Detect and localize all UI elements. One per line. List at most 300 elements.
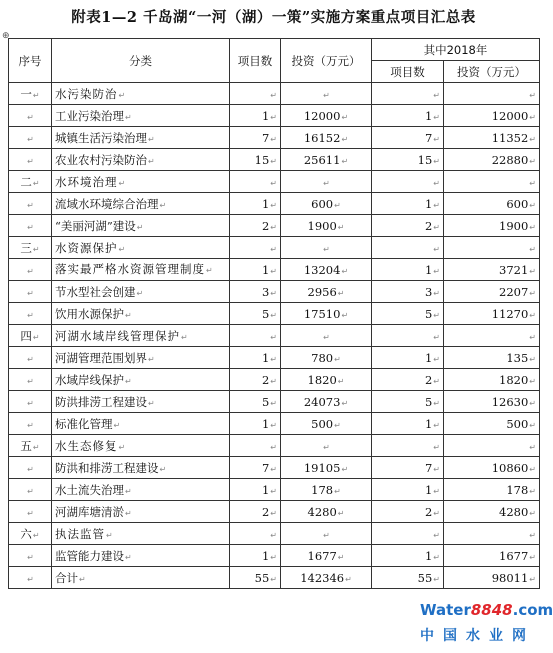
cell-end-mark: ↵ <box>270 112 277 122</box>
cell-count <box>230 193 281 215</box>
cell-end-mark: ↵ <box>270 464 277 474</box>
table-row <box>9 281 540 303</box>
cell-invest-2018-text: 10860 <box>491 460 529 475</box>
cell-end-mark: ↵ <box>345 574 352 584</box>
cell-end-mark: ↵ <box>27 552 34 562</box>
cell-count <box>230 281 281 303</box>
cell-invest-2018 <box>444 237 540 259</box>
cell-end-mark: ↵ <box>27 508 34 518</box>
cell-end-mark: ↵ <box>433 398 440 408</box>
cell-count <box>230 413 281 435</box>
cell-end-mark: ↵ <box>27 112 34 122</box>
table-row <box>9 369 540 391</box>
cell-category <box>52 237 230 259</box>
cell-end-mark: ↵ <box>270 508 277 518</box>
cell-end-mark: ↵ <box>337 508 345 518</box>
cell-count <box>230 545 281 567</box>
cell-category-text: 防洪和排涝工程建设 <box>55 460 159 475</box>
cell-end-mark: ↵ <box>433 530 440 540</box>
cell-count-2018 <box>372 457 444 479</box>
cell-end-mark: ↵ <box>337 222 345 232</box>
cell-category <box>52 325 230 347</box>
cell-seq <box>9 567 52 589</box>
cell-end-mark: ↵ <box>32 332 40 342</box>
cell-count <box>230 523 281 545</box>
cell-invest-2018-text: 22880 <box>491 152 529 167</box>
cell-count <box>230 391 281 413</box>
cell-invest-2018-text: 1900 <box>499 218 529 233</box>
cell-invest <box>281 127 372 149</box>
cell-count-2018 <box>372 369 444 391</box>
cell-invest <box>281 303 372 325</box>
cell-count-2018-text: 1 <box>424 350 433 365</box>
cell-invest-text: 17510 <box>303 306 341 321</box>
cell-end-mark: ↵ <box>323 178 330 188</box>
cell-count <box>230 127 281 149</box>
cell-count-2018-text: 1 <box>424 416 433 431</box>
cell-end-mark: ↵ <box>270 200 277 210</box>
cell-seq <box>9 347 52 369</box>
cell-invest-2018-text: 1820 <box>499 372 529 387</box>
table-body <box>9 83 540 589</box>
cell-end-mark: ↵ <box>118 442 127 452</box>
cell-end-mark: ↵ <box>529 398 536 408</box>
cell-seq <box>9 193 52 215</box>
cell-category <box>52 391 230 413</box>
cell-invest <box>281 369 372 391</box>
cell-count-text: 7 <box>261 130 270 145</box>
cell-end-mark: ↵ <box>334 420 341 430</box>
header-invest-2018: 投资（万元） <box>444 61 540 83</box>
cell-count <box>230 149 281 171</box>
cell-end-mark: ↵ <box>433 508 440 518</box>
cell-end-mark: ↵ <box>323 530 330 540</box>
cell-end-mark: ↵ <box>337 376 345 386</box>
cell-invest <box>281 193 372 215</box>
cell-invest-text: 142346 <box>300 570 345 585</box>
cell-count <box>230 105 281 127</box>
cell-invest-2018 <box>444 435 540 457</box>
cell-end-mark: ↵ <box>270 288 277 298</box>
cell-count-2018-text: 3 <box>424 284 433 299</box>
cell-count <box>230 457 281 479</box>
cell-category-text: 水域岸线保护 <box>55 372 124 387</box>
cell-seq-text: 二 <box>20 174 32 189</box>
watermark-logo-text <box>420 601 553 619</box>
cell-count-text: 1 <box>261 482 270 497</box>
cell-invest-2018-text: 178 <box>506 482 529 497</box>
cell-count <box>230 303 281 325</box>
cell-category-text: 防洪排涝工程建设 <box>55 394 147 409</box>
cell-category <box>52 501 230 523</box>
cell-end-mark: ↵ <box>337 552 345 562</box>
cell-end-mark: ↵ <box>148 354 155 364</box>
section-row <box>9 237 540 259</box>
cell-category-text: 节水型社会创建 <box>55 284 136 299</box>
cell-category-text: 城镇生活污染治理 <box>55 130 147 145</box>
cell-count-2018-text: 1 <box>424 482 433 497</box>
cell-end-mark: ↵ <box>125 112 132 122</box>
cell-count-2018 <box>372 193 444 215</box>
cell-invest-2018 <box>444 281 540 303</box>
cell-end-mark: ↵ <box>32 244 40 254</box>
cell-invest-text: 25611 <box>303 152 341 167</box>
cell-category <box>52 523 230 545</box>
cell-category-text: 水污染防治 <box>55 86 118 101</box>
cell-category-text: 农业农村污染防治 <box>55 152 147 167</box>
cell-count-text: 1 <box>261 416 270 431</box>
cell-end-mark: ↵ <box>27 156 34 166</box>
cell-end-mark: ↵ <box>270 244 277 254</box>
cell-seq <box>9 259 52 281</box>
cell-category <box>52 413 230 435</box>
cell-end-mark: ↵ <box>529 222 536 232</box>
cell-end-mark: ↵ <box>270 574 277 584</box>
header-invest: 投资（万元） <box>281 39 372 83</box>
cell-end-mark: ↵ <box>529 354 536 364</box>
cell-end-mark: ↵ <box>125 508 132 518</box>
cell-category-text: 合计 <box>55 570 78 585</box>
cell-end-mark: ↵ <box>270 134 277 144</box>
cell-count-2018-text: 1 <box>424 548 433 563</box>
cell-end-mark: ↵ <box>125 486 132 496</box>
cell-end-mark: ↵ <box>270 90 277 100</box>
cell-count-2018 <box>372 413 444 435</box>
cell-count-2018-text: 5 <box>424 394 433 409</box>
cell-category-text: 河湖水域岸线管理保护 <box>55 328 180 343</box>
cell-count-2018 <box>372 259 444 281</box>
cell-invest-text: 2956 <box>307 284 337 299</box>
table-header <box>9 39 540 83</box>
cell-count-text: 1 <box>261 262 270 277</box>
cell-count-text: 7 <box>261 460 270 475</box>
table-title: 附表1—2 千岛湖“一河（湖）一策”实施方案重点项目汇总表 <box>71 9 476 26</box>
cell-end-mark: ↵ <box>433 244 440 254</box>
table-row <box>9 545 540 567</box>
cell-end-mark: ↵ <box>270 310 277 320</box>
cell-invest-2018-text: 600 <box>506 196 529 211</box>
cell-end-mark: ↵ <box>27 200 34 210</box>
cell-count-text: 2 <box>261 218 270 233</box>
cell-end-mark: ↵ <box>270 354 277 364</box>
cell-count-2018-text: 5 <box>424 306 433 321</box>
cell-seq <box>9 215 52 237</box>
cell-end-mark: ↵ <box>529 464 536 474</box>
cell-end-mark: ↵ <box>323 90 330 100</box>
cell-end-mark: ↵ <box>136 222 144 232</box>
cell-count-2018 <box>372 127 444 149</box>
cell-seq-text: 四 <box>20 328 32 343</box>
section-row <box>9 83 540 105</box>
cell-end-mark: ↵ <box>433 486 440 496</box>
cell-invest <box>281 479 372 501</box>
cell-count-text: 1 <box>261 196 270 211</box>
cell-invest-2018 <box>444 391 540 413</box>
cell-invest <box>281 457 372 479</box>
cell-count-text: 2 <box>261 504 270 519</box>
cell-invest-text: 1820 <box>307 372 337 387</box>
cell-invest <box>281 237 372 259</box>
cell-end-mark: ↵ <box>206 265 214 275</box>
cell-invest-text: 16152 <box>303 130 341 145</box>
cell-end-mark: ↵ <box>27 398 34 408</box>
cell-category <box>52 149 230 171</box>
cell-count-2018 <box>372 523 444 545</box>
cell-count-2018 <box>372 347 444 369</box>
cell-end-mark: ↵ <box>125 310 132 320</box>
cell-invest-text: 1900 <box>307 218 337 233</box>
cell-end-mark: ↵ <box>341 310 349 320</box>
cell-invest-2018 <box>444 259 540 281</box>
cell-invest-text: 780 <box>311 350 334 365</box>
cell-invest <box>281 149 372 171</box>
cell-invest-2018-text: 12630 <box>491 394 529 409</box>
cell-category <box>52 457 230 479</box>
cell-end-mark: ↵ <box>125 376 132 386</box>
cell-category <box>52 259 230 281</box>
cell-invest-text: 13204 <box>303 262 341 277</box>
cell-end-mark: ↵ <box>270 178 277 188</box>
cell-seq <box>9 303 52 325</box>
cell-end-mark: ↵ <box>529 332 536 342</box>
cell-category-text: 标准化管理 <box>55 416 113 431</box>
cell-seq <box>9 105 52 127</box>
cell-end-mark: ↵ <box>118 90 127 100</box>
cell-category <box>52 479 230 501</box>
cell-seq <box>9 325 52 347</box>
cell-end-mark: ↵ <box>433 332 440 342</box>
cell-end-mark: ↵ <box>433 134 440 144</box>
cell-end-mark: ↵ <box>529 574 536 584</box>
cell-end-mark: ↵ <box>529 288 536 298</box>
cell-end-mark: ↵ <box>433 574 440 584</box>
header-group-2018: 其中2018年 <box>372 39 540 61</box>
cell-end-mark: ↵ <box>433 354 440 364</box>
cell-category-text: 流域水环境综合治理 <box>55 196 159 211</box>
cell-invest-2018 <box>444 501 540 523</box>
cell-count-text: 2 <box>261 372 270 387</box>
cell-end-mark: ↵ <box>529 552 536 562</box>
cell-end-mark: ↵ <box>433 552 440 562</box>
cell-end-mark: ↵ <box>27 486 34 496</box>
watermark-part-domain: .com <box>512 601 553 619</box>
cell-invest-text: 4280 <box>307 504 337 519</box>
cell-end-mark: ↵ <box>32 178 40 188</box>
cell-end-mark: ↵ <box>32 442 40 452</box>
table-row <box>9 501 540 523</box>
cell-end-mark: ↵ <box>136 288 144 298</box>
table-row <box>9 413 540 435</box>
cell-category <box>52 369 230 391</box>
cell-category-text: 工业污染治理 <box>55 108 124 123</box>
table-row <box>9 391 540 413</box>
cell-seq <box>9 479 52 501</box>
cell-invest-2018 <box>444 325 540 347</box>
cell-count-2018-text: 1 <box>424 108 433 123</box>
cell-count-2018 <box>372 325 444 347</box>
table-row <box>9 127 540 149</box>
cell-category <box>52 303 230 325</box>
cell-end-mark: ↵ <box>433 420 440 430</box>
cell-count-2018 <box>372 149 444 171</box>
cell-end-mark: ↵ <box>270 486 277 496</box>
cell-end-mark: ↵ <box>433 178 440 188</box>
cell-category <box>52 171 230 193</box>
cell-seq <box>9 83 52 105</box>
table-row <box>9 259 540 281</box>
cell-count <box>230 237 281 259</box>
cell-end-mark: ↵ <box>27 288 34 298</box>
cell-invest-2018-text: 2207 <box>499 284 529 299</box>
cell-invest-2018 <box>444 171 540 193</box>
summary-table <box>8 38 540 589</box>
cell-end-mark: ↵ <box>159 200 167 210</box>
cell-end-mark: ↵ <box>32 530 40 540</box>
cell-end-mark: ↵ <box>148 398 155 408</box>
cell-category-text: 执法监管 <box>55 526 105 541</box>
cell-invest-2018 <box>444 545 540 567</box>
cell-end-mark: ↵ <box>270 552 277 562</box>
cell-end-mark: ↵ <box>433 112 440 122</box>
cell-end-mark: ↵ <box>433 464 440 474</box>
cell-count-text: 5 <box>261 306 270 321</box>
cell-seq <box>9 281 52 303</box>
cell-invest-text: 24073 <box>303 394 341 409</box>
cell-count-text: 1 <box>261 548 270 563</box>
cell-seq <box>9 149 52 171</box>
cell-invest-text: 19105 <box>303 460 341 475</box>
cell-count <box>230 325 281 347</box>
cell-seq <box>9 523 52 545</box>
cell-category-text: 监管能力建设 <box>55 548 124 563</box>
cell-count-text: 55 <box>254 570 270 585</box>
table-row <box>9 193 540 215</box>
cell-seq <box>9 413 52 435</box>
cell-count <box>230 369 281 391</box>
cell-end-mark: ↵ <box>270 222 277 232</box>
cell-seq <box>9 501 52 523</box>
cell-category-text: “美丽河湖”建设 <box>55 218 136 233</box>
cell-count-2018-text: 7 <box>424 460 433 475</box>
cell-count-2018 <box>372 303 444 325</box>
cell-invest <box>281 391 372 413</box>
cell-category-text: 河湖管理范围划界 <box>55 350 147 365</box>
cell-end-mark: ↵ <box>270 530 277 540</box>
cell-end-mark: ↵ <box>27 310 34 320</box>
cell-end-mark: ↵ <box>270 266 277 276</box>
cell-count-text: 15 <box>254 152 270 167</box>
table-row <box>9 457 540 479</box>
cell-count-2018 <box>372 501 444 523</box>
cell-invest <box>281 83 372 105</box>
cell-end-mark: ↵ <box>433 288 440 298</box>
cell-count-2018-text: 2 <box>424 504 433 519</box>
cell-invest <box>281 545 372 567</box>
cell-end-mark: ↵ <box>27 222 34 232</box>
table-row <box>9 567 540 589</box>
cell-end-mark: ↵ <box>125 552 132 562</box>
cell-end-mark: ↵ <box>337 288 345 298</box>
cell-end-mark: ↵ <box>529 134 536 144</box>
cell-count-2018 <box>372 435 444 457</box>
cell-count-2018-text: 7 <box>424 130 433 145</box>
cell-invest <box>281 215 372 237</box>
cell-category-text: 水资源保护 <box>55 240 118 255</box>
header-seq: 序号 <box>9 39 52 83</box>
cell-invest-2018-text: 3721 <box>499 262 529 277</box>
table-row <box>9 479 540 501</box>
cell-end-mark: ↵ <box>529 376 536 386</box>
cell-invest-2018-text: 4280 <box>499 504 529 519</box>
cell-seq-text: 六 <box>20 526 32 541</box>
cell-end-mark: ↵ <box>27 574 34 584</box>
cell-invest <box>281 171 372 193</box>
cell-invest-2018-text: 11352 <box>491 130 529 145</box>
cell-seq <box>9 391 52 413</box>
cell-invest-2018 <box>444 567 540 589</box>
cell-end-mark: ↵ <box>529 442 536 452</box>
cell-end-mark: ↵ <box>270 420 277 430</box>
site-watermark <box>420 601 553 651</box>
cell-count-2018-text: 1 <box>424 262 433 277</box>
cell-end-mark: ↵ <box>529 200 536 210</box>
cell-seq-text: 三 <box>20 240 32 255</box>
cell-invest <box>281 501 372 523</box>
cell-end-mark: ↵ <box>433 156 440 166</box>
cell-invest-2018-text: 135 <box>506 350 529 365</box>
cell-seq <box>9 127 52 149</box>
cell-category <box>52 83 230 105</box>
cell-category-text: 水土流失治理 <box>55 482 124 497</box>
cell-invest-2018 <box>444 215 540 237</box>
cell-count <box>230 435 281 457</box>
cell-end-mark: ↵ <box>341 134 349 144</box>
cell-invest-text: 12000 <box>303 108 341 123</box>
cell-end-mark: ↵ <box>270 442 277 452</box>
anchor-icon: ⊕ <box>2 31 10 41</box>
header-count: 项目数 <box>230 39 281 83</box>
cell-count-text: 1 <box>261 108 270 123</box>
cell-invest-2018 <box>444 479 540 501</box>
cell-end-mark: ↵ <box>27 420 34 430</box>
cell-invest <box>281 325 372 347</box>
cell-end-mark: ↵ <box>118 178 127 188</box>
cell-count-2018 <box>372 105 444 127</box>
cell-invest <box>281 105 372 127</box>
cell-seq <box>9 237 52 259</box>
cell-category-text: 水生态修复 <box>55 438 118 453</box>
section-row <box>9 435 540 457</box>
cell-count-2018 <box>372 215 444 237</box>
cell-count <box>230 347 281 369</box>
cell-end-mark: ↵ <box>341 112 349 122</box>
cell-end-mark: ↵ <box>148 156 155 166</box>
cell-count-text: 3 <box>261 284 270 299</box>
cell-count-2018 <box>372 545 444 567</box>
cell-count <box>230 171 281 193</box>
cell-seq-text: 五 <box>20 438 32 453</box>
cell-category <box>52 347 230 369</box>
table-row <box>9 105 540 127</box>
cell-invest-2018 <box>444 413 540 435</box>
cell-category <box>52 127 230 149</box>
cell-end-mark: ↵ <box>529 486 536 496</box>
cell-invest-2018 <box>444 369 540 391</box>
cell-end-mark: ↵ <box>270 332 277 342</box>
cell-end-mark: ↵ <box>433 90 440 100</box>
cell-end-mark: ↵ <box>334 200 341 210</box>
cell-end-mark: ↵ <box>529 530 536 540</box>
